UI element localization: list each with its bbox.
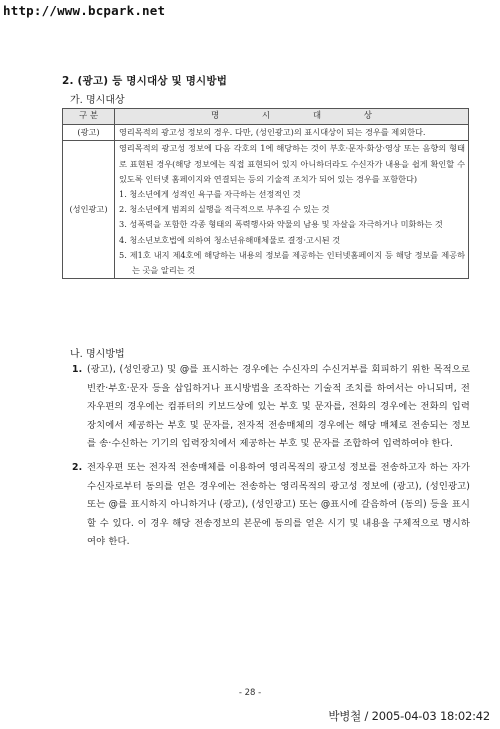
table-row-adult-ad: [63, 141, 469, 279]
disclosure-table: [62, 108, 469, 279]
table-header-row: [63, 109, 469, 125]
header-content: 명 시 대 상: [115, 109, 469, 125]
adult-ad-intro: 영리목적의 광고성 정보에 다음 각호의 1에 해당하는 것이 부호·문자·화상·영상 또는 음향의 형태로 표현된 경우(해당 정보에는 직접 표현되어 있지 아니하더라도 수신자가 내용을 쉽게 확인할 수 있도록 인터넷 홈페이지와 연결되는 등의 기술적 조치가 되어 있는 경우를 포함한다): [119, 143, 465, 184]
subsection-title-methods: 나. 명시방법: [70, 349, 125, 360]
subsection-title-targets: 가. 명시대상: [70, 95, 125, 106]
adult-ad-item: 2. 청소년에게 범죄의 실행을 적극적으로 부추길 수 있는 것: [119, 204, 330, 215]
section-title: 2. (광고) 등 명시대상 및 명시방법: [62, 75, 228, 87]
row-content-ad: [115, 125, 469, 141]
ad-description: 영리목적의 광고성 정보의 경우. 다만, (성인광고)의 표시대상이 되는 경우를 제외한다.: [119, 127, 426, 138]
adult-ad-item: 4. 청소년보호법에 의하여 청소년유해매체물로 결정·고시된 것: [119, 234, 341, 245]
table-row-ad: [63, 125, 469, 141]
method-text: (광고), (성인광고) 및 @를 표시하는 경우에는 수신자의 수신거부를 회피하기 위한 목적으로 빈칸·부호·문자 등을 삽입하거나 표시방법을 조작하는 기술적 조치를 하여서는 아니되며, 전자우편의 경우에는 컴퓨터의 키보드상에 있는 부호 및 문자를, 전화의 경우에는 전화의 입력장치에서 제공하는 부호 및 문자를, 전자적 전송매체의 경우에는 해당 매체로 전송되는 정보를 송·수신하는 기기의 입력장치에서 제공하는 부호 및 문자를 조합하여 입력하여야 한다.: [87, 364, 470, 450]
page-number: - 28 -: [238, 688, 262, 698]
method-item: [72, 459, 470, 552]
adult-ad-item: 1. 청소년에게 성적인 욕구를 자극하는 선정적인 것: [119, 189, 301, 200]
row-content-adult-ad: [115, 141, 469, 279]
header-category: 구 분: [63, 109, 115, 125]
method-text: 전자우편 또는 전자적 전송매체를 이용하여 영리목적의 광고성 정보를 전송하고자 하는 자가 수신자로부터 동의를 얻은 경우에는 전송하는 영리목적의 광고성 정보에 (광고), (성인광고) 또는 @를 표시하지 아니하거나 (광고), (성인광고) 또는 @표시에 갈음하여 (동의) 등을 표시할 수 있다. 이 경우 해당 전송정보의 본문에 동의를 얻은 시기 및 내용을 구체적으로 명시하여야 한다.: [87, 461, 470, 548]
author-timestamp: 박병철 / 2005-04-03 18:02:42: [328, 709, 490, 723]
adult-ad-item: 5. 제1호 내지 제4호에 해당하는 내용의 정보를 제공하는 인터넷홈페이지 등 해당 정보를 제공하는 곳을 알리는 것: [119, 249, 465, 276]
method-number: 2.: [72, 461, 83, 473]
watermark-url: http://www.bcpark.net: [3, 3, 166, 18]
method-item: [72, 361, 470, 454]
adult-ad-item: 3. 성폭력을 포함한 각종 형태의 폭력행사와 약물의 남용 및 자살을 자극하거나 미화하는 것: [119, 219, 443, 230]
methods-list: [72, 361, 470, 552]
method-number: 1.: [72, 364, 83, 375]
row-category-adult-ad: (성인광고): [63, 141, 115, 279]
row-category-ad: (광고): [63, 125, 115, 141]
